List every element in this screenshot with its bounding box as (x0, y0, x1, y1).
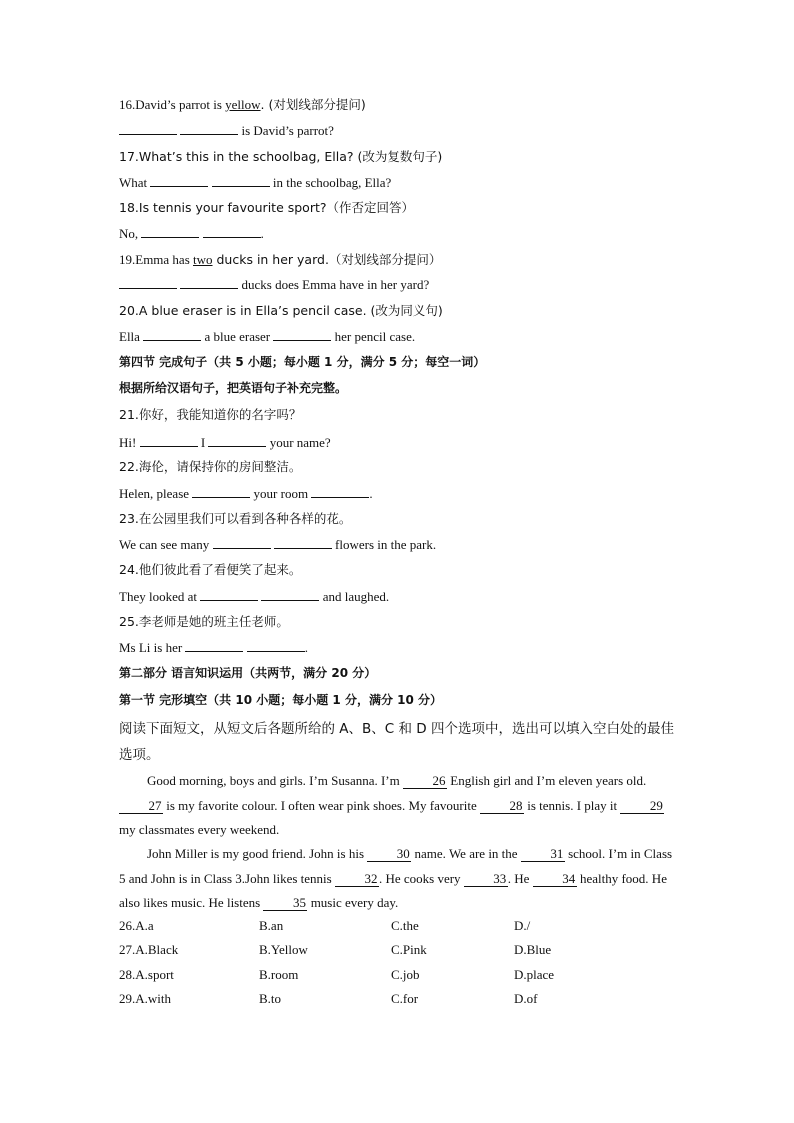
question-16 (119, 96, 366, 114)
cloze-blank-28[interactable]: 28 (480, 798, 524, 814)
q24-chinese: 24.他们彼此看了看便笑了起来。 (119, 562, 302, 577)
option-q[interactable]: 28.A.sport (119, 966, 174, 982)
option-d[interactable]: D./ (514, 918, 531, 933)
q16-prefix: 16.David’s parrot is (119, 97, 226, 112)
answer-24-post: and laughed. (319, 589, 390, 604)
answer-16-tail: is David’s parrot? (238, 123, 334, 138)
option-d[interactable]: D.of (514, 990, 538, 1006)
cloze-blank-29[interactable]: 29 (620, 798, 664, 814)
blank[interactable] (213, 536, 271, 549)
section-4-instruction: 根据所给汉语句子，把英语句子补充完整。 (119, 381, 348, 395)
answer-18-pre: No, (119, 226, 142, 241)
q16-underlined-word: yellow (225, 97, 261, 112)
answer-21-pre: Hi! (119, 435, 140, 450)
blank[interactable] (192, 485, 250, 498)
passage-text: is my favorite colour. I often wear pink shoes. My favourite (163, 797, 480, 813)
blank[interactable] (208, 434, 266, 447)
answer-17-pre: What (119, 175, 151, 190)
q23-chinese: 23.在公园里我们可以看到各种各样的花。 (119, 511, 352, 526)
passage-text: English girl and I’m eleven years old. (447, 773, 647, 788)
option-b[interactable]: B.an (259, 918, 284, 933)
passage-text: school. I’m in Class 5 and John is in Class 3.John likes tennis (119, 846, 673, 886)
blank[interactable] (119, 122, 177, 135)
q20-text: 20.A blue eraser is in Ella’s pencil case. (改为同义句) (119, 303, 443, 318)
option-c[interactable]: C.job (391, 966, 420, 982)
answer-25-pre: Ms Li is her (119, 640, 186, 655)
question-20 (119, 302, 443, 320)
q19-underlined-word: two (193, 252, 213, 267)
blank[interactable] (150, 174, 208, 187)
blank[interactable] (311, 485, 369, 498)
answer-20 (119, 328, 415, 346)
answer-25-post: . (304, 640, 308, 655)
cloze-blank-34[interactable]: 34 (533, 871, 577, 887)
answer-24 (119, 588, 389, 606)
blank[interactable] (185, 639, 243, 652)
blank[interactable] (180, 276, 238, 289)
answer-23-pre: We can see many (119, 537, 213, 552)
passage-text: name. We are in the (411, 846, 521, 861)
option-b[interactable]: B.Yellow (259, 942, 308, 958)
answer-24-pre: They looked at (119, 589, 201, 604)
q21-chinese: 21.你好，我能知道你的名字吗？ (119, 407, 302, 422)
cloze-heading: 第一节 完形填空（共 10 小题；每小题 1 分，满分 10 分） (119, 693, 442, 707)
passage-paragraph-1 (119, 769, 677, 843)
blank[interactable] (180, 122, 238, 135)
answer-25 (119, 639, 308, 657)
part-2-heading: 第二部分 语言知识运用（共两节，满分 20 分） (119, 666, 377, 680)
option-q[interactable]: 26.A.a (119, 918, 154, 933)
cloze-instruction: 阅读下面短文，从短文后各题所给的 A、B、C 和 D 四个选项中，选出可以填入空白处的最佳选项。 (119, 721, 674, 763)
blank[interactable] (261, 588, 319, 601)
answer-19-tail: ducks does Emma have in her yard? (238, 277, 430, 292)
blank[interactable] (141, 225, 199, 238)
blank[interactable] (140, 434, 198, 447)
option-b[interactable]: B.room (259, 966, 299, 982)
passage-text: is tennis. I play it (523, 797, 621, 813)
answer-21-mid: I (197, 435, 209, 450)
blank[interactable] (273, 328, 331, 341)
answer-19 (119, 276, 429, 294)
answer-18 (119, 225, 264, 243)
passage-text: my classmates every weekend. (119, 822, 280, 837)
blank[interactable] (143, 328, 201, 341)
blank[interactable] (247, 639, 305, 652)
option-c[interactable]: C.the (391, 918, 419, 933)
answer-21-post: your name? (266, 435, 331, 450)
option-q[interactable]: 29.A.with (119, 990, 171, 1006)
answer-16 (119, 122, 334, 140)
answer-23-post: flowers in the park. (331, 537, 437, 552)
answer-22-mid: your room (250, 486, 312, 501)
passage-paragraph-2 (119, 842, 677, 916)
q19-suffix: ducks in her yard.（对划线部分提问） (212, 252, 442, 267)
question-19 (119, 251, 441, 269)
passage-text: healthy food. He also likes music. He listens (119, 870, 667, 910)
answer-18-post: . (260, 226, 264, 241)
cloze-blank-26[interactable]: 26 (403, 773, 447, 789)
option-b[interactable]: B.to (259, 990, 282, 1006)
blank[interactable] (119, 276, 177, 289)
answer-20-mid: a blue eraser (201, 329, 274, 344)
passage-text: John Miller is my good friend. John is his (147, 846, 368, 861)
passage-text: music every day. (307, 895, 399, 910)
blank[interactable] (200, 588, 258, 601)
q19-prefix: 19.Emma has (119, 252, 194, 267)
answer-22-pre: Helen, please (119, 486, 193, 501)
blank[interactable] (274, 536, 332, 549)
question-18 (119, 199, 414, 217)
q22-chinese: 22.海伦，请保持你的房间整洁。 (119, 459, 302, 474)
passage-text: . He cooks very (378, 870, 464, 886)
cloze-blank-31[interactable]: 31 (521, 846, 565, 862)
blank[interactable] (203, 225, 261, 238)
option-d[interactable]: D.place (514, 966, 555, 982)
option-c[interactable]: C.for (391, 990, 419, 1006)
option-d[interactable]: D.Blue (514, 942, 552, 958)
section-4-heading: 第四节 完成句子（共 5 小题；每小题 1 分，满分 5 分；每空一词） (119, 355, 486, 369)
cloze-blank-27[interactable]: 27 (119, 798, 163, 814)
question-17 (119, 148, 442, 166)
cloze-blank-30[interactable]: 30 (367, 846, 411, 862)
answer-17 (119, 174, 391, 192)
answer-20-pre: Ella (119, 329, 144, 344)
q17-text: 17.What’s this in the schoolbag, Ella? (改为复数句子) (119, 149, 443, 164)
cloze-blank-33[interactable]: 33 (464, 871, 508, 887)
answer-23 (119, 536, 436, 554)
option-q[interactable]: 27.A.Black (119, 942, 179, 958)
answer-22 (119, 485, 373, 503)
answer-20-post: her pencil case. (331, 329, 416, 344)
q25-chinese: 25.李老师是她的班主任老师。 (119, 614, 289, 629)
option-c[interactable]: C.Pink (391, 942, 427, 958)
q18-text: 18.Is tennis your favourite sport?（作否定回答） (119, 200, 415, 215)
answer-21 (119, 434, 331, 452)
blank[interactable] (212, 174, 270, 187)
q16-suffix: . (对划线部分提问) (260, 97, 366, 112)
cloze-blank-32[interactable]: 32 (335, 871, 379, 887)
passage-text: Good morning, boys and girls. I’m Susanna. I’m (147, 773, 404, 788)
answer-22-post: . (369, 486, 373, 501)
answer-17-post: in the schoolbag, Ella? (269, 175, 392, 190)
passage-text: . He (507, 870, 533, 886)
cloze-blank-35[interactable]: 35 (263, 895, 307, 911)
